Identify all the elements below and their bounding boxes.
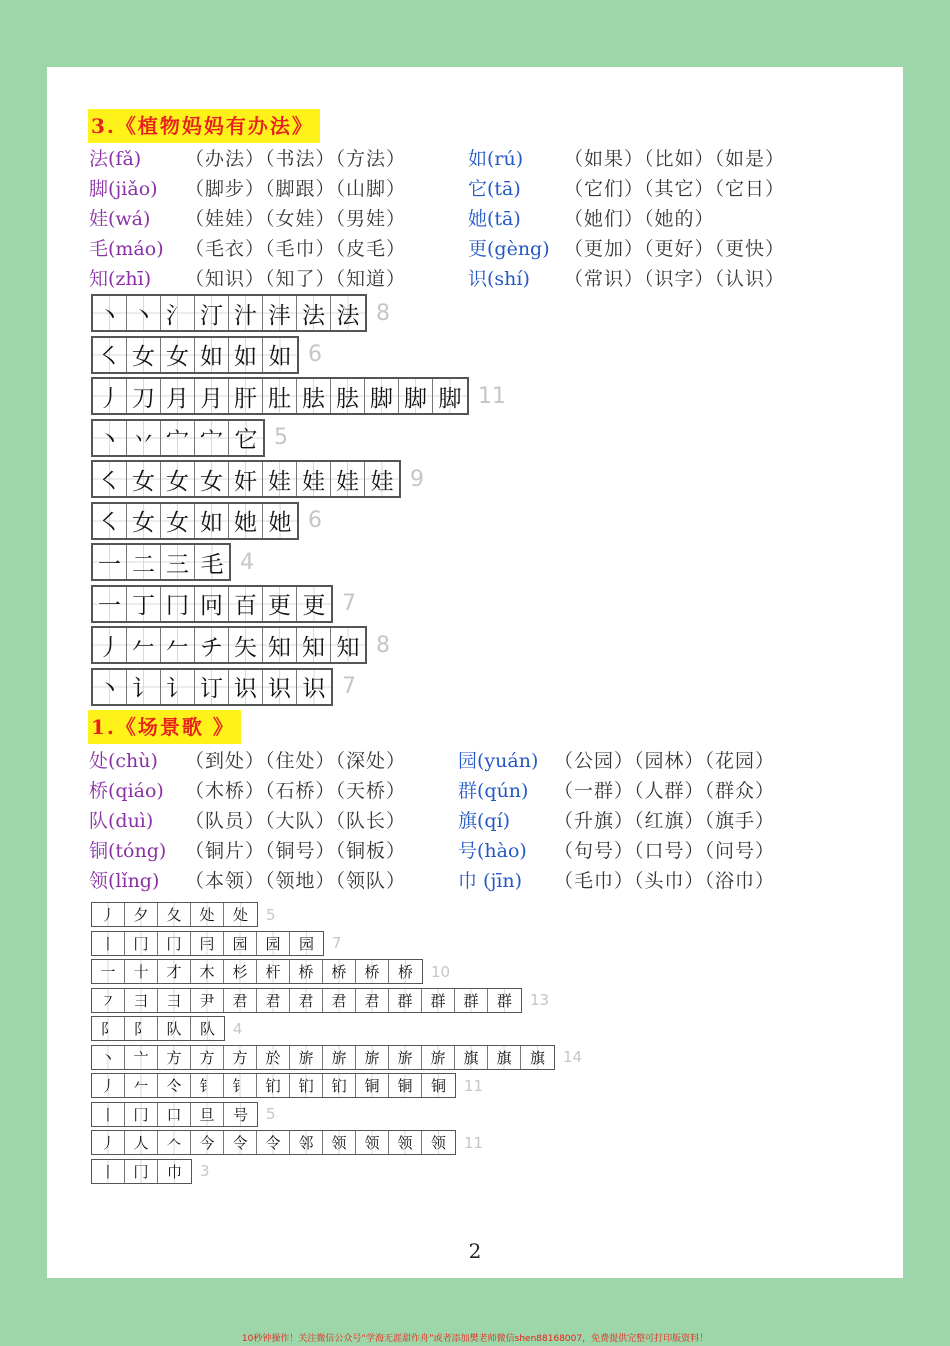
- stroke-cell: 冂: [125, 1160, 158, 1183]
- stroke-cell: 旂: [323, 1046, 356, 1069]
- stroke-cells: [91, 502, 299, 540]
- stroke-cell: 知: [263, 628, 297, 662]
- stroke-cell: 於: [257, 1046, 290, 1069]
- stroke-count: 13: [530, 991, 550, 1009]
- stroke-cell: 汀: [195, 296, 229, 330]
- stroke-cell: 钔: [323, 1074, 356, 1097]
- stroke-cells: [91, 460, 401, 498]
- stroke-cell: 一: [92, 960, 125, 983]
- character-pinyin: 群(qún): [458, 780, 529, 802]
- vocab-row: [89, 234, 406, 264]
- stroke-cells: [91, 585, 333, 623]
- stroke-cell: 君: [323, 989, 356, 1012]
- stroke-cell: 旗: [521, 1046, 554, 1069]
- character-pinyin: 领(lǐng): [89, 870, 160, 892]
- stroke-cell: 邻: [290, 1131, 323, 1154]
- stroke-count: 4: [240, 549, 254, 575]
- stroke-cell: 冃: [191, 932, 224, 955]
- character-pinyin: 娃(wá): [89, 208, 151, 230]
- vocab-row: [89, 264, 406, 294]
- stroke-cell: 旂: [290, 1046, 323, 1069]
- stroke-cell: 号: [224, 1103, 257, 1126]
- character-pinyin: 桥(qiáo): [89, 780, 164, 802]
- stroke-order-row: [91, 626, 390, 664]
- stroke-cells: [91, 902, 258, 927]
- stroke-cell: 夂: [158, 903, 191, 926]
- stroke-cells: [91, 1073, 456, 1098]
- stroke-cell: 领: [422, 1131, 455, 1154]
- stroke-order-row: [91, 1016, 243, 1041]
- stroke-order-row: [91, 294, 390, 332]
- stroke-cell: 更: [263, 587, 297, 621]
- stroke-cell: 铜: [389, 1074, 422, 1097]
- character-pinyin: 更(gèng): [468, 238, 550, 260]
- stroke-order-row: [91, 460, 424, 498]
- word-list: （如果）（比如）（如是）: [564, 148, 786, 170]
- stroke-cell: 一: [93, 545, 127, 579]
- character-pinyin: 法(fǎ): [89, 148, 142, 170]
- stroke-cell: 君: [224, 989, 257, 1012]
- vocab-row: [89, 866, 406, 896]
- stroke-cell: 园: [224, 932, 257, 955]
- stroke-cell: 令: [257, 1131, 290, 1154]
- section-title-2: 1.《场景歌 》: [88, 710, 241, 744]
- word-list: （升旗）（红旗）（旗手）: [554, 810, 776, 832]
- vocab-row: [458, 776, 775, 806]
- footer-notice: 10秒钟操作！关注微信公众号“学海无涯甜作舟”或者添加樊老师微信shen88168007，免费提供完整可打印版资料！: [241, 1334, 709, 1344]
- stroke-order-row: [91, 959, 450, 984]
- vocab-row: [468, 144, 785, 174]
- stroke-cells: [91, 1016, 225, 1041]
- stroke-cell: 阝: [92, 1017, 125, 1040]
- vocab-row: [89, 144, 406, 174]
- stroke-cell: 女: [127, 504, 161, 538]
- stroke-cell: 汁: [229, 296, 263, 330]
- word-list: （娃娃）（女娃）（男娃）: [185, 208, 407, 230]
- stroke-cell: 一: [93, 587, 127, 621]
- stroke-cell: 二: [127, 545, 161, 579]
- stroke-cell: 铜: [422, 1074, 455, 1097]
- stroke-cell: 旂: [356, 1046, 389, 1069]
- stroke-cell: 矢: [229, 628, 263, 662]
- stroke-cell: 奸: [229, 462, 263, 496]
- stroke-cell: 钅: [224, 1074, 257, 1097]
- stroke-count: 8: [376, 632, 390, 658]
- stroke-cell: 旗: [455, 1046, 488, 1069]
- stroke-cell: 桥: [389, 960, 422, 983]
- stroke-cell: 夕: [125, 903, 158, 926]
- stroke-order-row: [91, 585, 356, 623]
- word-list: （到处）（住处）（深处）: [185, 750, 407, 772]
- stroke-cell: 丶: [92, 1046, 125, 1069]
- stroke-cell: 丁: [127, 587, 161, 621]
- stroke-cell: 她: [263, 504, 297, 538]
- word-list: （公园）（园林）（花园）: [554, 750, 776, 772]
- stroke-cell: 娃: [331, 462, 365, 496]
- word-list: （知识）（知了）（知道）: [185, 268, 407, 290]
- character-pinyin: 队(duì): [89, 810, 154, 832]
- stroke-cell: 杉: [224, 960, 257, 983]
- stroke-cell: 仒: [158, 1074, 191, 1097]
- stroke-cell: ㇛: [93, 462, 127, 496]
- stroke-order-row: [91, 1159, 210, 1184]
- stroke-cell: 彐: [125, 989, 158, 1012]
- word-list: （木桥）（石桥）（天桥）: [185, 780, 407, 802]
- word-list: （脚步）（脚跟）（山脚）: [185, 178, 407, 200]
- stroke-cell: 钔: [290, 1074, 323, 1097]
- stroke-order-row: [91, 419, 288, 457]
- stroke-cells: [91, 1159, 192, 1184]
- stroke-cells: [91, 336, 299, 374]
- stroke-cell: 群: [422, 989, 455, 1012]
- stroke-cell: 丨: [92, 1103, 125, 1126]
- stroke-cell: 十: [125, 960, 158, 983]
- stroke-cell: 三: [161, 545, 195, 579]
- stroke-cell: 如: [195, 504, 229, 538]
- stroke-cell: 君: [290, 989, 323, 1012]
- stroke-cell: 胠: [297, 379, 331, 413]
- stroke-cell: 脚: [433, 379, 467, 413]
- stroke-cell: 铜: [356, 1074, 389, 1097]
- stroke-cell: 百: [229, 587, 263, 621]
- word-list: （她们）（她的）: [564, 208, 715, 230]
- character-pinyin: 毛(máo): [89, 238, 164, 260]
- stroke-cell: ㇛: [93, 504, 127, 538]
- word-list: （常识）（识字）（认识）: [564, 268, 786, 290]
- stroke-cell: 毛: [195, 545, 229, 579]
- stroke-count: 3: [200, 1162, 210, 1180]
- vocab-row: [89, 776, 406, 806]
- stroke-cell: 女: [161, 338, 195, 372]
- stroke-count: 9: [410, 466, 424, 492]
- stroke-cell: 女: [127, 338, 161, 372]
- stroke-cell: 亠: [125, 1046, 158, 1069]
- stroke-cell: 处: [191, 903, 224, 926]
- stroke-cell: 尹: [191, 989, 224, 1012]
- stroke-cell: 丿: [93, 379, 127, 413]
- stroke-cells: [91, 377, 469, 415]
- section-title-1: 3.《植物妈妈有办法》: [88, 109, 320, 143]
- stroke-cells: [91, 543, 231, 581]
- character-pinyin: 它(tā): [468, 178, 521, 200]
- word-list: （更加）（更好）（更快）: [564, 238, 786, 260]
- stroke-cell: 如: [263, 338, 297, 372]
- page-number: 2: [468, 1239, 482, 1263]
- stroke-cell: 丶: [127, 296, 161, 330]
- stroke-count: 11: [478, 383, 506, 409]
- stroke-cell: 丷: [127, 421, 161, 455]
- stroke-cell: 冂: [125, 1103, 158, 1126]
- stroke-cell: 口: [158, 1103, 191, 1126]
- stroke-cell: 钅: [191, 1074, 224, 1097]
- stroke-count: 7: [342, 591, 356, 616]
- character-pinyin: 脚(jiǎo): [89, 178, 158, 200]
- stroke-cell: 女: [161, 462, 195, 496]
- stroke-cell: 人: [125, 1131, 158, 1154]
- stroke-cell: 脚: [365, 379, 399, 413]
- stroke-cell: 她: [229, 504, 263, 538]
- vocab-row: [468, 264, 785, 294]
- stroke-cell: 队: [191, 1017, 224, 1040]
- stroke-cell: 法: [331, 296, 365, 330]
- stroke-cell: 娃: [263, 462, 297, 496]
- stroke-count: 6: [308, 508, 322, 533]
- stroke-order-row: [91, 1102, 276, 1127]
- stroke-order-row: [91, 1045, 582, 1070]
- stroke-cell: 识: [263, 670, 297, 704]
- stroke-count: 5: [266, 1105, 276, 1123]
- stroke-cell: 刀: [127, 379, 161, 413]
- stroke-cell: 月: [195, 379, 229, 413]
- word-list: （铜片）（铜号）（铜板）: [185, 840, 407, 862]
- stroke-cell: 如: [229, 338, 263, 372]
- character-pinyin: 识(shí): [468, 268, 530, 290]
- stroke-cell: 胠: [331, 379, 365, 413]
- stroke-cell: 宀: [161, 421, 195, 455]
- stroke-cell: 领: [323, 1131, 356, 1154]
- vocab-row: [89, 806, 406, 836]
- stroke-cell: 沣: [263, 296, 297, 330]
- stroke-cell: 丨: [92, 932, 125, 955]
- stroke-cell: 知: [297, 628, 331, 662]
- stroke-cell: 讠: [161, 670, 195, 704]
- stroke-cell: 如: [195, 338, 229, 372]
- word-list: （毛巾）（头巾）（浴巾）: [554, 870, 776, 892]
- stroke-cells: [91, 931, 324, 956]
- stroke-count: 11: [464, 1133, 484, 1152]
- vocab-row: [468, 204, 715, 234]
- word-list: （本领）（领地）（领队）: [185, 870, 407, 892]
- character-pinyin: 她(tā): [468, 208, 521, 230]
- character-pinyin: 如(rú): [468, 148, 524, 170]
- stroke-count: 11: [464, 1076, 484, 1095]
- stroke-cell: 丶: [93, 670, 127, 704]
- stroke-cell: 桥: [290, 960, 323, 983]
- stroke-cell: 冂: [158, 932, 191, 955]
- stroke-cell: 方: [158, 1046, 191, 1069]
- stroke-cell: 群: [389, 989, 422, 1012]
- stroke-cell: 订: [195, 670, 229, 704]
- stroke-count: 4: [233, 1019, 243, 1038]
- stroke-cell: 才: [158, 960, 191, 983]
- stroke-cells: [91, 1045, 555, 1070]
- stroke-order-row: [91, 502, 322, 540]
- stroke-cell: 冂: [161, 587, 195, 621]
- stroke-cell: 领: [389, 1131, 422, 1154]
- stroke-cell: 女: [195, 462, 229, 496]
- stroke-cells: [91, 988, 522, 1013]
- stroke-cell: 肚: [263, 379, 297, 413]
- stroke-cell: 巾: [158, 1160, 191, 1183]
- stroke-cell: 𠂉: [127, 628, 161, 662]
- stroke-cell: 丨: [92, 1160, 125, 1183]
- stroke-cell: 宀: [195, 421, 229, 455]
- stroke-cell: 旂: [389, 1046, 422, 1069]
- worksheet-page: [47, 67, 903, 1278]
- character-pinyin: 园(yuán): [458, 750, 539, 772]
- word-list: （队员）（大队）（队长）: [185, 810, 407, 832]
- vocab-row: [89, 836, 406, 866]
- stroke-cell: 木: [191, 960, 224, 983]
- stroke-cell: 𠂉: [125, 1074, 158, 1097]
- vocab-row: [89, 204, 406, 234]
- stroke-cell: 它: [229, 421, 263, 455]
- stroke-cell: 方: [191, 1046, 224, 1069]
- stroke-cell: 丿: [93, 628, 127, 662]
- character-pinyin: 知(zhī): [89, 268, 152, 290]
- stroke-cells: [91, 294, 367, 332]
- stroke-count: 6: [308, 342, 322, 367]
- stroke-cell: 丿: [92, 903, 125, 926]
- stroke-cell: チ: [195, 628, 229, 662]
- word-list: （办法）（书法）（方法）: [185, 148, 407, 170]
- stroke-order-row: [91, 543, 254, 581]
- stroke-cell: 园: [257, 932, 290, 955]
- stroke-order-row: [91, 931, 342, 956]
- stroke-cell: 君: [356, 989, 389, 1012]
- stroke-count: 5: [274, 425, 288, 450]
- stroke-cell: 丶: [93, 296, 127, 330]
- stroke-cells: [91, 1130, 456, 1155]
- stroke-cell: 领: [356, 1131, 389, 1154]
- vocab-row: [458, 866, 775, 896]
- stroke-order-row: [91, 1073, 483, 1098]
- stroke-count: 7: [332, 934, 342, 952]
- stroke-cell: 桥: [356, 960, 389, 983]
- stroke-cell: 君: [257, 989, 290, 1012]
- stroke-cells: [91, 959, 423, 984]
- word-list: （毛衣）（毛巾）（皮毛）: [185, 238, 407, 260]
- stroke-cell: 旦: [191, 1103, 224, 1126]
- character-pinyin: 铜(tóng): [89, 840, 167, 862]
- stroke-cell: 月: [161, 379, 195, 413]
- stroke-count: 8: [376, 300, 390, 326]
- stroke-cell: 丿: [92, 1074, 125, 1097]
- character-pinyin: 处(chù): [89, 750, 158, 772]
- stroke-cell: 法: [297, 296, 331, 330]
- vocab-row: [468, 174, 785, 204]
- stroke-count: 10: [431, 962, 451, 981]
- vocab-row: [458, 746, 775, 776]
- stroke-order-row: [91, 988, 549, 1013]
- vocab-row: [89, 746, 406, 776]
- stroke-cell: 钔: [257, 1074, 290, 1097]
- stroke-cell: 园: [290, 932, 323, 955]
- word-list: （一群）（人群）（群众）: [554, 780, 776, 802]
- vocab-row: [458, 806, 775, 836]
- stroke-cell: 女: [127, 462, 161, 496]
- stroke-cell: 冂: [125, 932, 158, 955]
- stroke-cell: 旗: [488, 1046, 521, 1069]
- stroke-cell: 队: [158, 1017, 191, 1040]
- stroke-cell: 群: [455, 989, 488, 1012]
- stroke-cell: 氵: [161, 296, 195, 330]
- stroke-cells: [91, 626, 367, 664]
- stroke-order-row: [91, 668, 356, 706]
- stroke-cell: 旂: [422, 1046, 455, 1069]
- stroke-cells: [91, 1102, 258, 1127]
- stroke-cell: 脚: [399, 379, 433, 413]
- stroke-cell: 彐: [158, 989, 191, 1012]
- stroke-cells: [91, 668, 333, 706]
- stroke-count: 14: [563, 1048, 583, 1066]
- stroke-cell: 识: [229, 670, 263, 704]
- stroke-order-row: [91, 902, 276, 927]
- stroke-cell: 讠: [127, 670, 161, 704]
- stroke-cell: 令: [224, 1131, 257, 1154]
- stroke-cell: 处: [224, 903, 257, 926]
- stroke-cell: 桥: [323, 960, 356, 983]
- stroke-cell: 𠆢: [158, 1131, 191, 1154]
- stroke-cell: ㇇: [92, 989, 125, 1012]
- stroke-cell: 识: [297, 670, 331, 704]
- stroke-cell: 知: [331, 628, 365, 662]
- vocab-row: [458, 836, 775, 866]
- stroke-order-row: [91, 1130, 483, 1155]
- stroke-cell: 丿: [92, 1131, 125, 1154]
- stroke-cell: ㇛: [93, 338, 127, 372]
- stroke-cell: 冋: [195, 587, 229, 621]
- stroke-cell: 肝: [229, 379, 263, 413]
- stroke-cell: 更: [297, 587, 331, 621]
- stroke-cell: 今: [191, 1131, 224, 1154]
- stroke-cell: 丶: [93, 421, 127, 455]
- stroke-cells: [91, 419, 265, 457]
- stroke-cell: 群: [488, 989, 521, 1012]
- stroke-cell: 娃: [297, 462, 331, 496]
- stroke-order-row: [91, 377, 506, 415]
- stroke-cell: 杆: [257, 960, 290, 983]
- stroke-cell: 娃: [365, 462, 399, 496]
- stroke-count: 5: [266, 905, 276, 924]
- stroke-cell: 𠂉: [161, 628, 195, 662]
- stroke-cell: 阝: [125, 1017, 158, 1040]
- stroke-count: 7: [342, 674, 356, 699]
- vocab-row: [89, 174, 406, 204]
- character-pinyin: 旗(qí): [458, 810, 511, 832]
- stroke-order-row: [91, 336, 322, 374]
- word-list: （句号）（口号）（问号）: [554, 840, 776, 862]
- vocab-row: [468, 234, 785, 264]
- word-list: （它们）（其它）（它日）: [564, 178, 786, 200]
- character-pinyin: 号(hào): [458, 840, 527, 862]
- stroke-cell: 女: [161, 504, 195, 538]
- character-pinyin: 巾 (jīn): [458, 870, 523, 892]
- stroke-cell: 方: [224, 1046, 257, 1069]
